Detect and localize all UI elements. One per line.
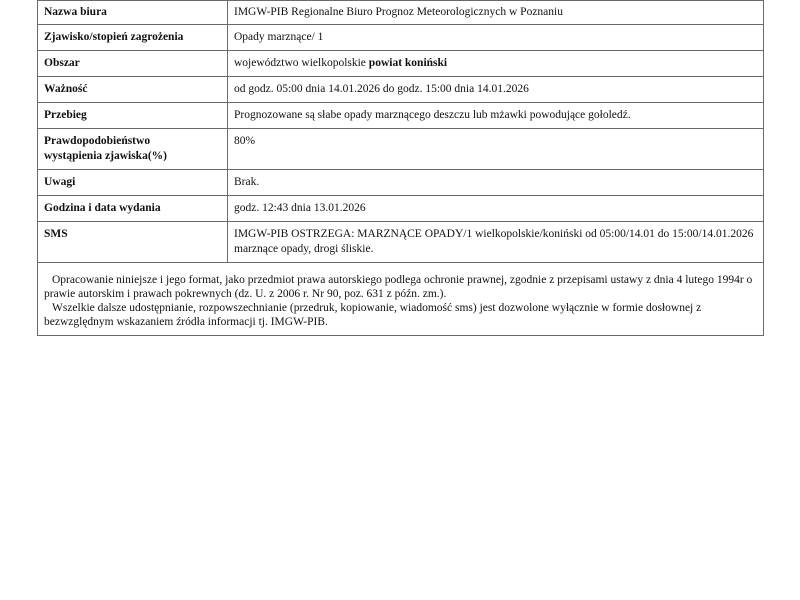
probability-label-line1: Prawdopodobieństwo <box>44 135 151 147</box>
issue-time-value: godz. 12:43 dnia 13.01.2026 <box>228 196 764 222</box>
table-row <box>38 1 764 25</box>
table-row <box>38 170 764 196</box>
copyright-paragraph: Opracowanie niniejsze i jego format, jako przedmiot prawa autorskiego podlega ochronie prawnej, zgodnie z przepisami ustawy z dnia 4 lutego 1994r o prawie autorskim i prawach pokrewnych (dz. U. z 2006 r. Nr 90, poz. 631 z późn. zm.). <box>44 274 753 300</box>
sms-value: IMGW-PIB OSTRZEGA: MARZNĄCE OPADY/1 wielkopolskie/koniński od 05:00/14.01 do 15:00/14.01.2026 marznące opady, drogi śliskie. <box>228 222 764 263</box>
table-row <box>38 222 764 263</box>
table-row <box>38 263 764 336</box>
probability-label-line2: wystąpienia zjawiska(%) <box>44 150 167 162</box>
table-row <box>38 129 764 170</box>
table-row <box>38 77 764 103</box>
probability-label <box>38 129 228 170</box>
course-label: Przebieg <box>38 103 228 129</box>
distribution-paragraph: Wszelkie dalsze udostępnianie, rozpowszechnianie (przedruk, kopiowanie, wiadomość sms) jest dozwolone wyłącznie w formie dosłownej z bezwzględnym wskazaniem źródła informacji tj. IMGW-PIB. <box>44 302 702 328</box>
phenomenon-value: Opady marznące/ 1 <box>228 25 764 51</box>
validity-value: od godz. 05:00 dnia 14.01.2026 do godz. 15:00 dnia 14.01.2026 <box>228 77 764 103</box>
copyright-notice <box>38 263 764 336</box>
area-label: Obszar <box>38 51 228 77</box>
table-row <box>38 51 764 77</box>
table-row <box>38 196 764 222</box>
remarks-value: Brak. <box>228 170 764 196</box>
probability-value: 80% <box>228 129 764 170</box>
table-row <box>38 103 764 129</box>
warning-table <box>37 0 764 336</box>
area-region: województwo wielkopolskie <box>234 57 366 69</box>
area-value <box>228 51 764 77</box>
table-row <box>38 25 764 51</box>
validity-label: Ważność <box>38 77 228 103</box>
area-district: powiat koniński <box>368 57 448 69</box>
course-value: Prognozowane są słabe opady marznącego deszczu lub mżawki powodujące gołoledź. <box>228 103 764 129</box>
sms-label: SMS <box>38 222 228 263</box>
phenomenon-label: Zjawisko/stopień zagrożenia <box>38 25 228 51</box>
office-name-value: IMGW-PIB Regionalne Biuro Prognoz Meteorologicznych w Poznaniu <box>228 1 764 25</box>
office-name-label: Nazwa biura <box>38 1 228 25</box>
remarks-label: Uwagi <box>38 170 228 196</box>
issue-time-label: Godzina i data wydania <box>38 196 228 222</box>
